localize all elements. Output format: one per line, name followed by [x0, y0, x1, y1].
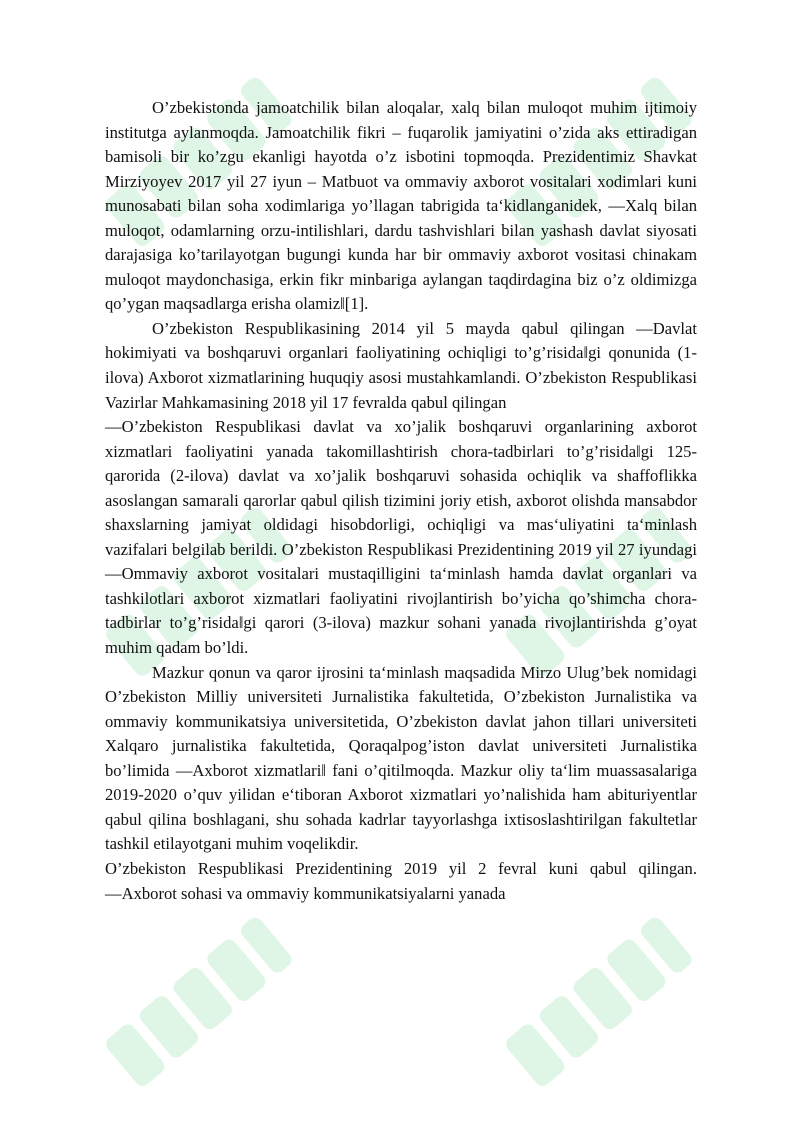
document-body — [105, 96, 697, 906]
logo-watermark-icon — [70, 880, 320, 1130]
paragraph-5: O’zbekiston Respublikasi Prezidentining 2019 yil 2 fevral kuni qabul qilingan. ―Axborot sohasi va ommaviy kommunikatsiyalarni yanada — [105, 858, 697, 903]
paragraph-4: Mazkur qonun va qaror ijrosini ta‘minlash maqsadida Mirzo Ulug’bek nomidagi O’zbekiston Milliy universiteti Jurnalistika fakultetida, O’zbekiston Jurnalistika va ommaviy kommunikatsiya universitetida, O’zbekiston davlat jahon tillari universiteti Xalqaro jurnalistika fakultetida, Qoraqalpog’iston davlat universiteti Jurnalistika bo’limida ―Axborot xizmatlari‖ fani o’qitilmoqda. Mazkur oliy ta‘lim muassasalariga 2019-2020 o’quv yilidan e‘tiboran Axborot xizmatlari yo’nalishida ham abituriyentlar qabul qilina boshlagani, shu sohada kadrlar tayyorlashga ixtisoslashtirilgan fakultetlar tashkil etilayotgani muhim voqelikdir. — [105, 662, 697, 854]
paragraph-3: ―O’zbekiston Respublikasi davlat va xo’jalik boshqaruvi organlarining axborot xizmatlari faoliyatini yanada takomillashtirish chora-tadbirlari to’g’risida‖gi 125- qarorida (2-ilova) davlat va xo’jalik boshqaruvi sohasida ochiqlik va shaffoflikka asoslangan samarali qarorlar qabul qilish tizimini joriy etish, axborot olishda mansabdor shaxslarning jamiyat oldidagi hisobdorligi, ochiqligi va mas‘uliyatini ta‘minlash vazifalari belgilab berildi. O’zbekiston Respublikasi Prezidentining 2019 yil 27 iyundagi ―Ommaviy axborot vositalari mustaqilligini ta‘minlash hamda davlat organlari va tashkilotlari axborot xizmatlari faoliyatini rivojlantirish bo’yicha qo’shimcha chora-tadbirlar to’g’risida‖gi qarori (3-ilova) mazkur sohani yanada rivojlantirishda g’oyat muhim qadam bo’ldi. — [105, 417, 697, 658]
paragraph-1: O’zbekistonda jamoatchilik bilan aloqalar, xalq bilan muloqot muhim ijtimoiy institutga aylanmoqda. Jamoatchilik fikri – fuqarolik jamiyatini o’zida aks ettiradigan bamisoli bir ko’zgu ekanligi hayotda o’z isbotini topmoqda. Prezidentimiz Shavkat Mirziyoyev 2017 yil 27 iyun – Matbuot va ommaviy axborot vositalari xodimlari kuni munosabati bilan soha xodimlariga yo’llagan tabrigida ta‘kidlanganidek, ―Xalq bilan muloqot, odamlarning orzu-intilishlari, dardu tashvishlari bilan yashash davlat siyosati darajasiga ko’tarilayotgan bugungi kunda har bir ommaviy axborot vositasi chinakam muloqot maydonchasiga, erkin fikr minbariga aylangan taqdirdagina biz o’z oldimizga qo’ygan maqsadlarga erisha olamiz‖[1]. — [105, 98, 697, 314]
paragraph-2: O’zbekiston Respublikasining 2014 yil 5 mayda qabul qilingan ―Davlat hokimiyati va boshqaruvi organlari faoliyatining ochiqligi to’g’risida‖gi qonunida (1- ilova) Axborot xizmatlarining huquqiy asosi mustahkamlandi. O’zbekiston Respublikasi Vazirlar Mahkamasining 2018 yil 17 fevralda qabul qilingan — [105, 318, 697, 412]
logo-watermark-icon — [470, 880, 720, 1130]
